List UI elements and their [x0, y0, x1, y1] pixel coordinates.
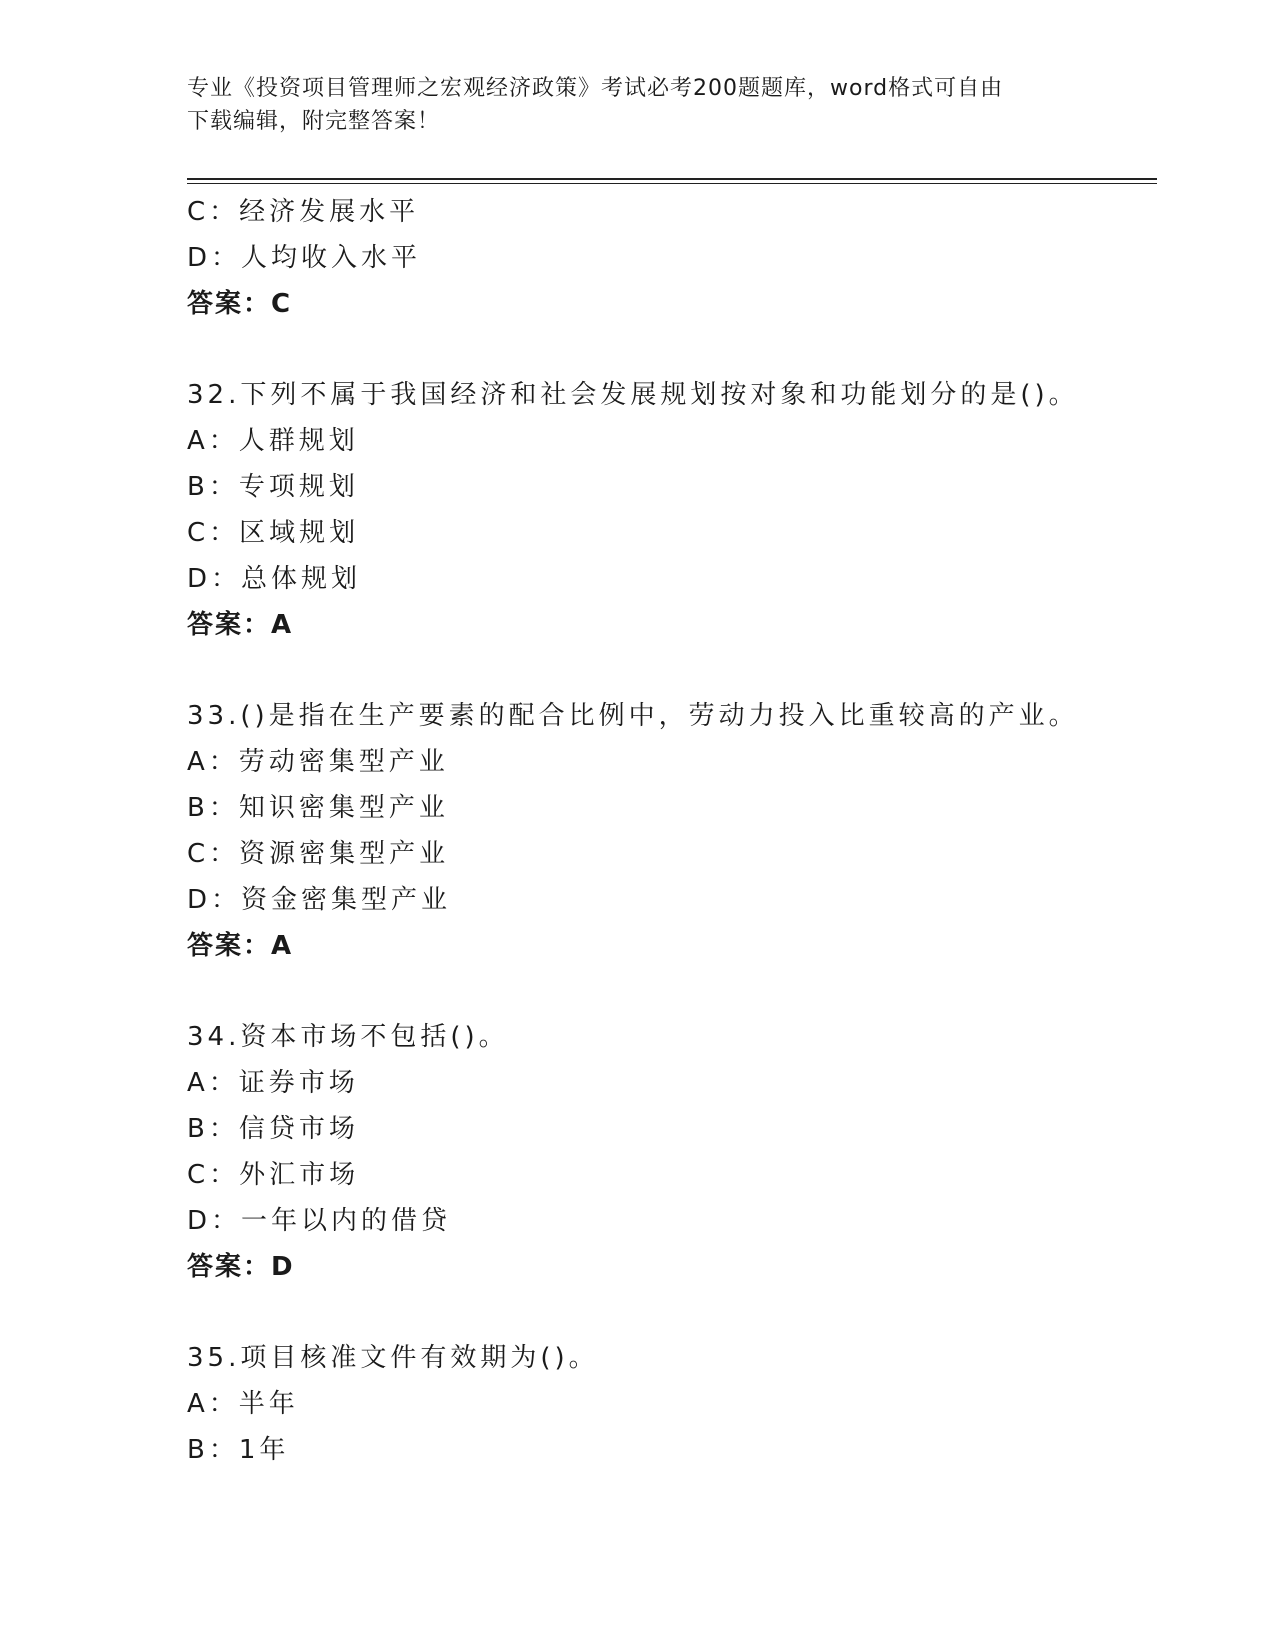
option-a: A：劳动密集型产业: [187, 747, 449, 777]
option-b: B：1年: [187, 1435, 290, 1465]
answer-line: 答案：C: [187, 289, 293, 319]
answer-line: 答案：A: [187, 931, 294, 961]
option-a: A：半年: [187, 1389, 299, 1419]
option-b: B：信贷市场: [187, 1114, 359, 1144]
question-block-32: [187, 372, 1157, 648]
option-b: B：专项规划: [187, 472, 359, 502]
option-d: D：资金密集型产业: [187, 885, 452, 915]
header-divider-thick: [187, 178, 1157, 180]
question-list: [187, 189, 1157, 1473]
option-c: C：外汇市场: [187, 1160, 360, 1190]
question-stem: 32.下列不属于我国经济和社会发展规划按对象和功能划分的是()。: [187, 380, 1079, 410]
question-spacer: [187, 327, 1157, 372]
question-block-partial: [187, 189, 1157, 327]
question-stem: 34.资本市场不包括()。: [187, 1022, 509, 1052]
question-stem: 33.()是指在生产要素的配合比例中，劳动力投入比重较高的产业。: [187, 701, 1079, 731]
header-divider-thin: [187, 183, 1157, 184]
option-d: D：一年以内的借贷: [187, 1206, 452, 1236]
question-spacer: [187, 648, 1157, 693]
option-c: C：经济发展水平: [187, 197, 420, 227]
question-block-35: [187, 1335, 1157, 1473]
question-block-33: [187, 693, 1157, 969]
option-a: A：人群规划: [187, 426, 359, 456]
question-spacer: [187, 969, 1157, 1014]
answer-line: 答案：D: [187, 1252, 295, 1282]
header-line-2: 下载编辑，附完整答案！: [187, 109, 441, 134]
document-header: [187, 72, 1087, 138]
option-b: B：知识密集型产业: [187, 793, 449, 823]
question-spacer: [187, 1290, 1157, 1335]
option-c: C：资源密集型产业: [187, 839, 450, 869]
question-block-34: [187, 1014, 1157, 1290]
answer-line: 答案：A: [187, 610, 294, 640]
question-stem: 35.项目核准文件有效期为()。: [187, 1343, 599, 1373]
header-line-1: 专业《投资项目管理师之宏观经济政策》考试必考200题题库，word格式可自由: [187, 76, 1004, 101]
option-d: D：总体规划: [187, 564, 362, 594]
option-c: C：区域规划: [187, 518, 360, 548]
option-a: A：证券市场: [187, 1068, 359, 1098]
option-d: D：人均收入水平: [187, 243, 422, 273]
